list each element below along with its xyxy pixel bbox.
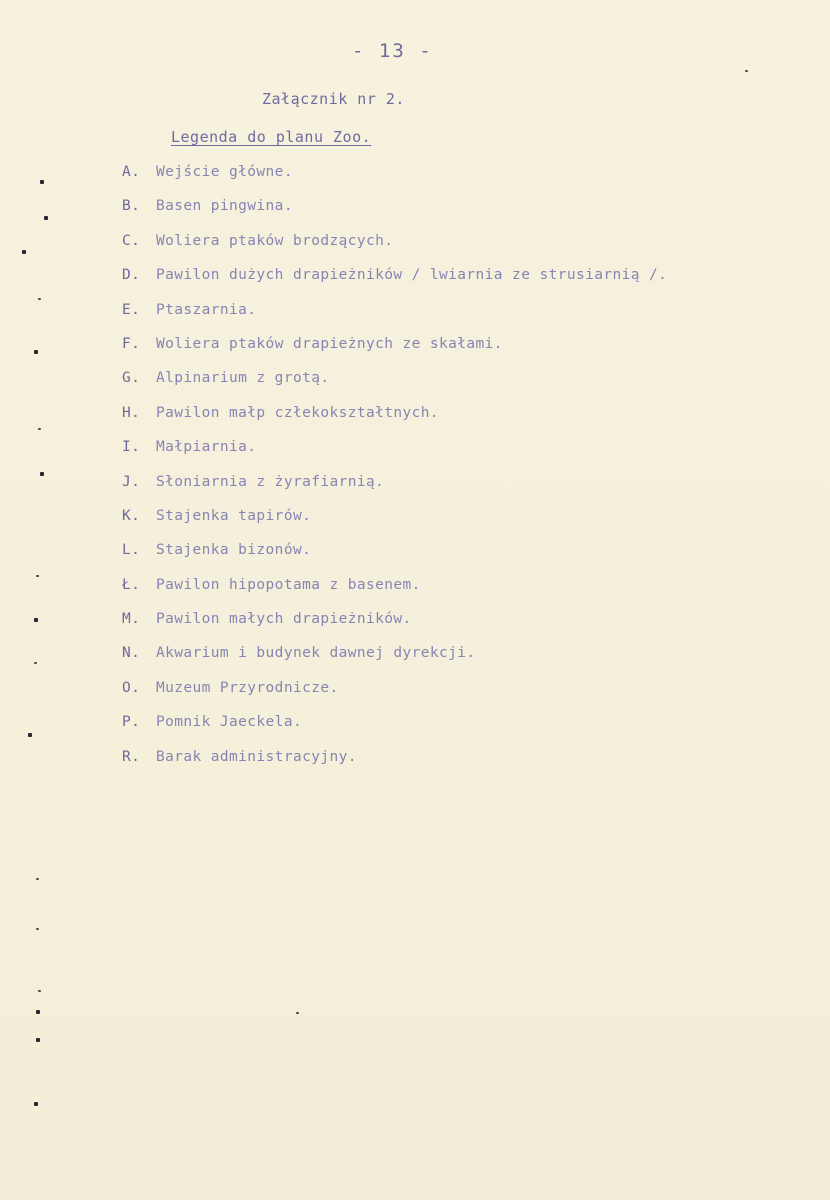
legend-title: Legenda do planu Zoo.	[171, 128, 372, 146]
legend-text: Muzeum Przyrodnicze.	[156, 679, 339, 696]
legend-letter: E.	[122, 301, 141, 318]
legend-item-g	[122, 369, 667, 403]
legend-item-e	[122, 301, 667, 335]
speck	[38, 990, 41, 992]
legend-letter: B.	[122, 198, 141, 215]
legend-letter: H.	[122, 404, 141, 421]
legend-text: Barak administracyjny.	[156, 748, 357, 765]
speck	[38, 298, 41, 300]
margin-mark	[40, 472, 44, 476]
margin-mark	[40, 180, 44, 184]
legend-text: Słoniarnia z żyrafiarnią.	[156, 473, 385, 490]
margin-mark	[36, 1010, 40, 1014]
margin-mark	[22, 250, 26, 254]
legend-text: Małpiarnia.	[156, 439, 257, 456]
legend-letter: G.	[122, 370, 141, 387]
margin-mark	[34, 350, 38, 354]
legend-letter: K.	[122, 507, 141, 524]
legend-text: Pawilon małp człekokształtnych.	[156, 404, 440, 421]
legend-text: Pawilon hipopotama z basenem.	[156, 576, 421, 593]
legend-text: Pomnik Jaeckela.	[156, 714, 303, 731]
legend-item-j	[122, 473, 667, 507]
legend-item-n	[122, 644, 667, 678]
legend-text: Akwarium i budynek dawnej dyrekcji.	[156, 645, 476, 662]
speck	[36, 575, 39, 577]
margin-mark	[34, 1102, 38, 1106]
legend-item-d	[122, 266, 667, 300]
legend-letter: I.	[122, 439, 141, 456]
legend-item-p	[122, 713, 667, 747]
legend-item-b	[122, 197, 667, 231]
legend-text: Woliera ptaków drapieżnych ze skałami.	[156, 335, 503, 352]
legend-text: Stajenka tapirów.	[156, 507, 312, 524]
speck	[36, 928, 39, 930]
legend-letter: O.	[122, 679, 141, 696]
speck	[38, 428, 41, 430]
legend-item-h	[122, 404, 667, 438]
page-number: - 13 -	[352, 40, 433, 62]
legend-letter: P.	[122, 714, 141, 731]
legend-list	[122, 163, 667, 782]
margin-mark	[28, 733, 32, 737]
legend-text: Woliera ptaków brodzących.	[156, 232, 394, 249]
legend-item-c	[122, 232, 667, 266]
legend-text: Wejście główne.	[156, 164, 293, 180]
annex-title: Załącznik nr 2.	[262, 90, 405, 108]
speck	[296, 1012, 299, 1014]
legend-letter: C.	[122, 232, 141, 249]
speck	[34, 662, 37, 664]
legend-letter: N.	[122, 645, 141, 662]
legend-text: Pawilon małych drapieżników.	[156, 611, 412, 628]
legend-item-a	[122, 163, 667, 197]
speck	[745, 70, 748, 72]
legend-item-f	[122, 335, 667, 369]
legend-letter: Ł.	[122, 576, 141, 593]
legend-item-i	[122, 438, 667, 472]
legend-item-o	[122, 679, 667, 713]
legend-text: Basen pingwina.	[156, 198, 293, 215]
legend-letter: L.	[122, 542, 141, 559]
margin-mark	[44, 216, 48, 220]
legend-letter: F.	[122, 335, 141, 352]
legend-letter: A.	[122, 164, 141, 180]
speck	[36, 878, 39, 880]
legend-text: Stajenka bizonów.	[156, 542, 312, 559]
legend-item-m	[122, 610, 667, 644]
legend-letter: J.	[122, 473, 141, 490]
legend-text: Alpinarium z grotą.	[156, 370, 330, 387]
legend-letter: M.	[122, 611, 141, 628]
legend-text: Pawilon dużych drapieżników / lwiarnia ze strusiarnią /.	[156, 267, 668, 284]
legend-letter: D.	[122, 267, 141, 284]
margin-mark	[36, 1038, 40, 1042]
margin-mark	[34, 618, 38, 622]
legend-item-k	[122, 507, 667, 541]
legend-item-r	[122, 748, 667, 782]
legend-item-l	[122, 541, 667, 575]
legend-text: Ptaszarnia.	[156, 301, 257, 318]
legend-item-l-stroke	[122, 576, 667, 610]
legend-letter: R.	[122, 748, 141, 765]
